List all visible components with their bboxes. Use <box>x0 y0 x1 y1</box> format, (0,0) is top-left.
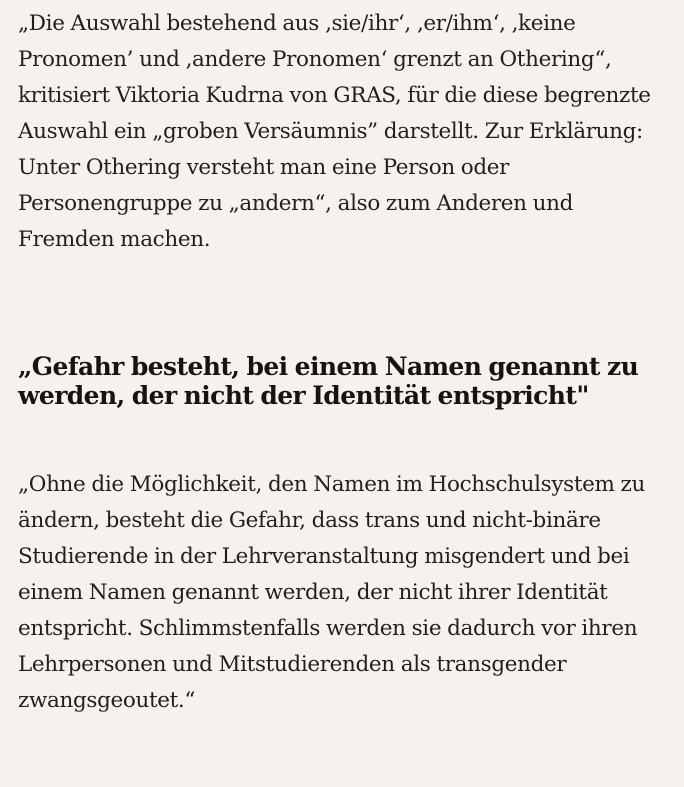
quote-paragraph: „Ohne die Möglichkeit, den Namen im Hochschulsystem zu ändern, besteht die Gefahr, dass trans und nicht-binäre Studierende in der Lehrveranstaltung misgendert und bei einem Namen genannt werden, der nicht ihrer Identität entspricht. Schlimmstenfalls werden sie dadurch vor ihren Lehrpersonen und Mitstudierenden als transgender zwangsgeoutet.“ <box>18 472 645 713</box>
section-heading: „Gefahr besteht, bei einem Namen genannt zu werden, der nicht der Identität entspricht" <box>18 352 639 410</box>
quote-paragraph: „Die Auswahl bestehend aus ‚sie/ihr‘, ‚er/ihm‘, ‚keine Pronomen’ und ‚andere Pronomen‘ grenzt an Othering“, kritisiert Viktoria Kudrna von GRAS, für die diese begrenzte Auswahl ein „groben Versäumnis” darstellt. Zur Erklärung: Unter Othering versteht man eine Person oder Personengruppe zu „andern“, also zum Anderen und Fremden machen. <box>18 11 651 252</box>
